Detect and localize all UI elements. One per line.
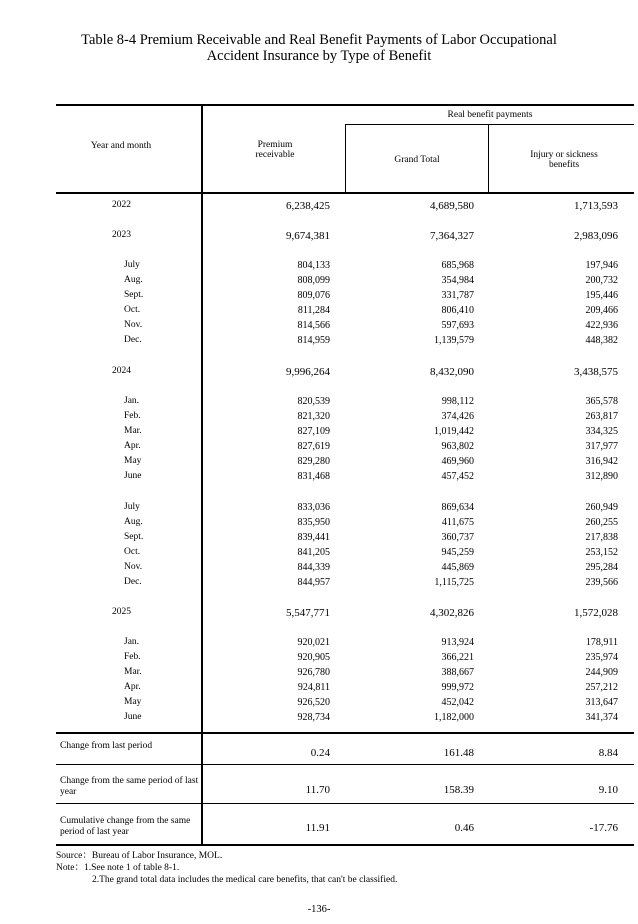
row-label: July xyxy=(124,502,140,512)
injury-value: 244,909 xyxy=(585,667,618,678)
premium-value: 831,468 xyxy=(297,471,330,482)
injury-value: 448,382 xyxy=(585,335,618,346)
month-row xyxy=(56,456,634,471)
header-premium: Premium receivable xyxy=(255,140,295,160)
injury-value: 197,946 xyxy=(585,260,618,271)
injury-value: 195,446 xyxy=(585,290,618,301)
month-row xyxy=(56,532,634,547)
month-row xyxy=(56,426,634,441)
total-value: 685,968 xyxy=(441,260,474,271)
change-label: Change from last period xyxy=(60,741,153,751)
row-label: Dec. xyxy=(124,335,142,345)
row-label: Aug. xyxy=(124,517,143,527)
premium-value: 926,520 xyxy=(297,697,330,708)
row-label: May xyxy=(124,697,142,707)
injury-value: 235,974 xyxy=(585,652,618,663)
row-label: Nov. xyxy=(124,562,143,572)
row-label: Dec. xyxy=(124,577,142,587)
row-label: June xyxy=(124,471,142,481)
premium-value: 809,076 xyxy=(297,290,330,301)
injury-value: 200,732 xyxy=(585,275,618,286)
note-2: 2.The grand total data includes the medical care benefits, that can't be classified. xyxy=(92,875,398,885)
month-row xyxy=(56,547,634,562)
month-row xyxy=(56,502,634,517)
row-label: 2024 xyxy=(112,366,131,376)
row-label: 2022 xyxy=(112,200,131,210)
row-label: 2025 xyxy=(112,607,131,617)
change-row-rule-1 xyxy=(56,764,634,765)
injury-value: 295,284 xyxy=(585,562,618,573)
injury-value: 260,255 xyxy=(585,517,618,528)
premium-value: 811,284 xyxy=(297,305,330,316)
header-injury: Injury or sickness benefits xyxy=(530,150,598,170)
injury-value: 209,466 xyxy=(585,305,618,316)
month-row xyxy=(56,562,634,577)
header-grand-total: Grand Total xyxy=(394,155,440,165)
change-injury-value: -17.76 xyxy=(589,822,618,834)
page-number: -136- xyxy=(307,904,331,915)
injury-value: 341,374 xyxy=(585,712,618,723)
premium-value: 844,957 xyxy=(297,577,330,588)
injury-value: 178,911 xyxy=(585,637,618,648)
total-value: 1,139,579 xyxy=(434,335,474,346)
total-value: 366,221 xyxy=(441,652,474,663)
month-row xyxy=(56,305,634,320)
change-injury-value: 8.84 xyxy=(598,747,618,759)
injury-value: 317,977 xyxy=(585,441,618,452)
total-value: 469,960 xyxy=(441,456,474,467)
premium-value: 920,021 xyxy=(297,637,330,648)
premium-value: 829,280 xyxy=(297,456,330,467)
injury-value: 257,212 xyxy=(585,682,618,693)
source-note: Source：Bureau of Labor Insurance, MOL. xyxy=(56,851,223,861)
total-value: 806,410 xyxy=(441,305,474,316)
premium-value: 814,959 xyxy=(297,335,330,346)
data-bottom-rule xyxy=(56,732,634,734)
injury-value: 313,647 xyxy=(585,697,618,708)
total-value: 7,364,327 xyxy=(430,230,474,242)
premium-value: 924,811 xyxy=(297,682,330,693)
row-label: Feb. xyxy=(124,411,141,421)
premium-value: 841,205 xyxy=(297,547,330,558)
premium-value: 814,566 xyxy=(297,320,330,331)
row-label: May xyxy=(124,456,142,466)
row-label: Sept. xyxy=(124,532,144,542)
injury-value: 365,578 xyxy=(585,396,618,407)
injury-value: 253,152 xyxy=(585,547,618,558)
row-label: Oct. xyxy=(124,305,141,315)
table-top-rule xyxy=(56,104,634,106)
total-value: 457,452 xyxy=(441,471,474,482)
total-value: 411,675 xyxy=(441,517,474,528)
row-label: Nov. xyxy=(124,320,143,330)
month-row xyxy=(56,577,634,592)
change-premium-value: 0.24 xyxy=(310,747,330,759)
row-label: Oct. xyxy=(124,547,141,557)
total-value: 445,869 xyxy=(441,562,474,573)
month-row xyxy=(56,275,634,290)
row-label: Mar. xyxy=(124,426,142,436)
total-value: 354,984 xyxy=(441,275,474,286)
month-row xyxy=(56,411,634,426)
total-value: 913,924 xyxy=(441,637,474,648)
premium-value: 5,547,771 xyxy=(286,607,330,619)
month-row xyxy=(56,682,634,697)
row-label: Jan. xyxy=(124,637,140,647)
row-label: Apr. xyxy=(124,441,141,451)
injury-value: 239,566 xyxy=(585,577,618,588)
change-premium-value: 11.91 xyxy=(305,822,330,834)
change-injury-value: 9.10 xyxy=(598,784,618,796)
month-row xyxy=(56,667,634,682)
premium-value: 6,238,425 xyxy=(286,200,330,212)
year-row xyxy=(56,200,634,215)
change-label: Change from the same period of last year xyxy=(60,776,199,797)
month-row xyxy=(56,441,634,456)
premium-value: 9,674,381 xyxy=(286,230,330,242)
change-total-value: 161.48 xyxy=(443,747,474,759)
title-line-1: Table 8-4 Premium Receivable and Real Benefit Payments of Labor Occupational xyxy=(81,32,557,48)
total-value: 4,302,826 xyxy=(430,607,474,619)
real-benefit-header-rule xyxy=(346,124,634,125)
total-value: 452,042 xyxy=(441,697,474,708)
total-value: 998,112 xyxy=(441,396,474,407)
premium-value: 928,734 xyxy=(297,712,330,723)
year-row xyxy=(56,230,634,245)
table-title xyxy=(0,32,638,64)
change-label: Cumulative change from the same period of last year xyxy=(60,816,191,837)
premium-value: 926,780 xyxy=(297,667,330,678)
month-row xyxy=(56,652,634,667)
total-value: 1,115,725 xyxy=(434,577,474,588)
month-row xyxy=(56,335,634,350)
injury-value: 2,983,096 xyxy=(574,230,618,242)
injury-value: 334,325 xyxy=(585,426,618,437)
injury-value: 1,713,593 xyxy=(574,200,618,212)
total-value: 999,972 xyxy=(441,682,474,693)
total-value: 963,802 xyxy=(441,441,474,452)
row-label: June xyxy=(124,712,142,722)
statistics-table xyxy=(56,104,634,846)
year-row xyxy=(56,607,634,622)
premium-value: 821,320 xyxy=(297,411,330,422)
premium-value: 820,539 xyxy=(297,396,330,407)
premium-value: 844,339 xyxy=(297,562,330,573)
month-row xyxy=(56,320,634,335)
month-row xyxy=(56,260,634,275)
injury-value: 3,438,575 xyxy=(574,366,618,378)
note-1: Note：1.See note 1 of table 8-1. xyxy=(56,863,180,873)
total-value: 1,182,000 xyxy=(434,712,474,723)
premium-value: 827,619 xyxy=(297,441,330,452)
total-value: 388,667 xyxy=(441,667,474,678)
header-year-month: Year and month xyxy=(90,141,152,151)
table-bottom-rule xyxy=(56,844,634,846)
notes xyxy=(56,850,397,886)
total-value: 374,426 xyxy=(441,411,474,422)
row-label: Feb. xyxy=(124,652,141,662)
month-row xyxy=(56,396,634,411)
injury-value: 217,838 xyxy=(585,532,618,543)
total-value: 945,259 xyxy=(441,547,474,558)
row-label: 2023 xyxy=(112,230,131,240)
year-row xyxy=(56,366,634,381)
total-value: 869,634 xyxy=(441,502,474,513)
row-label: Mar. xyxy=(124,667,142,677)
change-total-value: 0.46 xyxy=(454,822,474,834)
premium-value: 920,905 xyxy=(297,652,330,663)
premium-value: 833,036 xyxy=(297,502,330,513)
row-label: Jan. xyxy=(124,396,140,406)
month-row xyxy=(56,637,634,652)
injury-value: 263,817 xyxy=(585,411,618,422)
total-value: 8,432,090 xyxy=(430,366,474,378)
month-row xyxy=(56,471,634,486)
month-row xyxy=(56,290,634,305)
injury-value: 316,942 xyxy=(585,456,618,467)
total-value: 360,737 xyxy=(441,532,474,543)
month-row xyxy=(56,712,634,727)
column-divider-3 xyxy=(488,124,489,193)
premium-value: 9,996,264 xyxy=(286,366,330,378)
header-real-benefit: Real benefit payments xyxy=(447,110,533,120)
row-label: Sept. xyxy=(124,290,144,300)
premium-value: 808,099 xyxy=(297,275,330,286)
premium-value: 835,950 xyxy=(297,517,330,528)
total-value: 331,787 xyxy=(441,290,474,301)
change-row-rule-2 xyxy=(56,803,634,804)
row-label: July xyxy=(124,260,140,270)
row-label: Aug. xyxy=(124,275,143,285)
total-value: 4,689,580 xyxy=(430,200,474,212)
injury-value: 422,936 xyxy=(585,320,618,331)
change-premium-value: 11.70 xyxy=(305,784,330,796)
total-value: 1,019,442 xyxy=(434,426,474,437)
injury-value: 1,572,028 xyxy=(574,607,618,619)
injury-value: 260,949 xyxy=(585,502,618,513)
row-label: Apr. xyxy=(124,682,141,692)
month-row xyxy=(56,697,634,712)
total-value: 597,693 xyxy=(441,320,474,331)
injury-value: 312,890 xyxy=(585,471,618,482)
change-total-value: 158.39 xyxy=(443,784,474,796)
premium-value: 839,441 xyxy=(297,532,330,543)
premium-value: 804,133 xyxy=(297,260,330,271)
title-line-2: Accident Insurance by Type of Benefit xyxy=(206,48,432,64)
premium-value: 827,109 xyxy=(297,426,330,437)
month-row xyxy=(56,517,634,532)
